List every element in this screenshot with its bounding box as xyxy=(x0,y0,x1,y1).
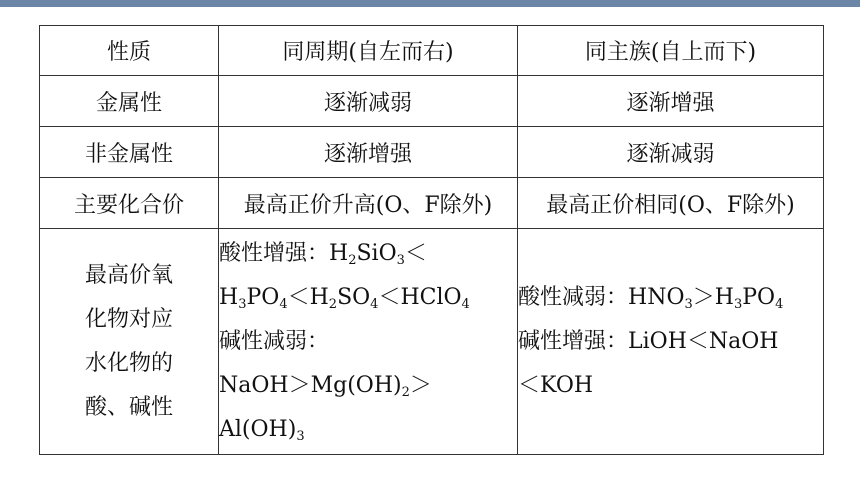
header-property: 性质 xyxy=(40,26,219,76)
formula-part: SiO xyxy=(356,240,397,266)
cell-nonmetallicity-group: 逐渐减弱 xyxy=(518,127,824,178)
formula-part: LiOH＜NaOH xyxy=(628,328,779,354)
row-label-oxide-hydrate xyxy=(40,229,219,455)
formula-subscript: 4 xyxy=(775,296,784,312)
cell-metallicity-period: 逐渐减弱 xyxy=(219,76,518,127)
formula-part: H xyxy=(329,240,349,266)
cell-metallicity-group: 逐渐增强 xyxy=(518,76,824,127)
group-base-line-2: ＜KOH xyxy=(518,372,594,398)
table-row-metallicity xyxy=(40,76,824,127)
formula-subscript: 4 xyxy=(279,296,288,312)
table-row-nonmetallicity xyxy=(40,127,824,178)
cell-nonmetallicity-period: 逐渐增强 xyxy=(219,127,518,178)
formula-subscript: 3 xyxy=(684,296,693,312)
cell-valence-period: 最高正价升高(O、F除外) xyxy=(219,178,518,229)
period-acid-line-1 xyxy=(219,232,517,276)
formula-part: NaOH＞Mg(OH) xyxy=(219,372,402,398)
formula-subscript: 2 xyxy=(401,384,410,400)
formula-part: SO xyxy=(337,284,371,310)
formula-part: ＜H xyxy=(287,284,329,310)
top-accent-bar xyxy=(0,0,860,7)
header-same-period: 同周期(自左而右) xyxy=(219,26,518,76)
period-base-line-1 xyxy=(219,364,517,408)
cell-valence-group: 最高正价相同(O、F除外) xyxy=(518,178,824,229)
table-row-valence xyxy=(40,178,824,229)
formula-subscript: 4 xyxy=(370,296,379,312)
formula-subscript: 3 xyxy=(733,296,743,312)
acid-trend-prefix: 酸性减弱： xyxy=(518,284,629,310)
formula-part: Al(OH) xyxy=(219,416,297,442)
formula-part: ＞ xyxy=(409,372,432,398)
group-acid-line xyxy=(518,276,823,320)
period-acid-line-2 xyxy=(219,276,517,320)
period-base-prefix: 碱性减弱： xyxy=(219,328,330,354)
label-line: 化物对应 xyxy=(84,306,173,332)
formula-subscript: 3 xyxy=(396,252,405,268)
label-line: 最高价氧 xyxy=(84,262,173,288)
group-base-line-1 xyxy=(518,320,823,364)
cell-oxide-hydrate-period xyxy=(219,229,518,455)
formula-part: ＞H xyxy=(692,284,734,310)
formula-subscript: 2 xyxy=(328,296,338,312)
table-row-oxide-hydrate xyxy=(40,229,824,455)
formula-subscript: 3 xyxy=(238,296,247,312)
row-label-valence: 主要化合价 xyxy=(40,178,219,229)
row-label-nonmetallicity: 非金属性 xyxy=(40,127,219,178)
formula-subscript: 2 xyxy=(348,252,357,268)
formula-part: HNO xyxy=(628,284,685,310)
base-trend-prefix: 碱性增强： xyxy=(518,328,629,354)
formula-part: PO xyxy=(742,284,776,310)
formula-subscript: 4 xyxy=(461,296,470,312)
header-same-group: 同主族(自上而下) xyxy=(518,26,824,76)
cell-oxide-hydrate-group xyxy=(518,229,824,455)
table-header-row xyxy=(40,26,824,76)
row-label-metallicity: 金属性 xyxy=(40,76,219,127)
label-line: 水化物的 xyxy=(84,350,173,376)
periodic-trends-table xyxy=(39,25,824,455)
formula-part: PO xyxy=(246,284,280,310)
acid-trend-prefix: 酸性增强： xyxy=(219,240,330,266)
formula-part: H xyxy=(219,284,239,310)
formula-part: ＜HClO xyxy=(378,284,462,310)
formula-subscript: 3 xyxy=(296,428,305,444)
formula-part: ＜ xyxy=(404,240,427,266)
period-base-line-2 xyxy=(219,408,517,452)
label-line: 酸、碱性 xyxy=(84,394,173,420)
